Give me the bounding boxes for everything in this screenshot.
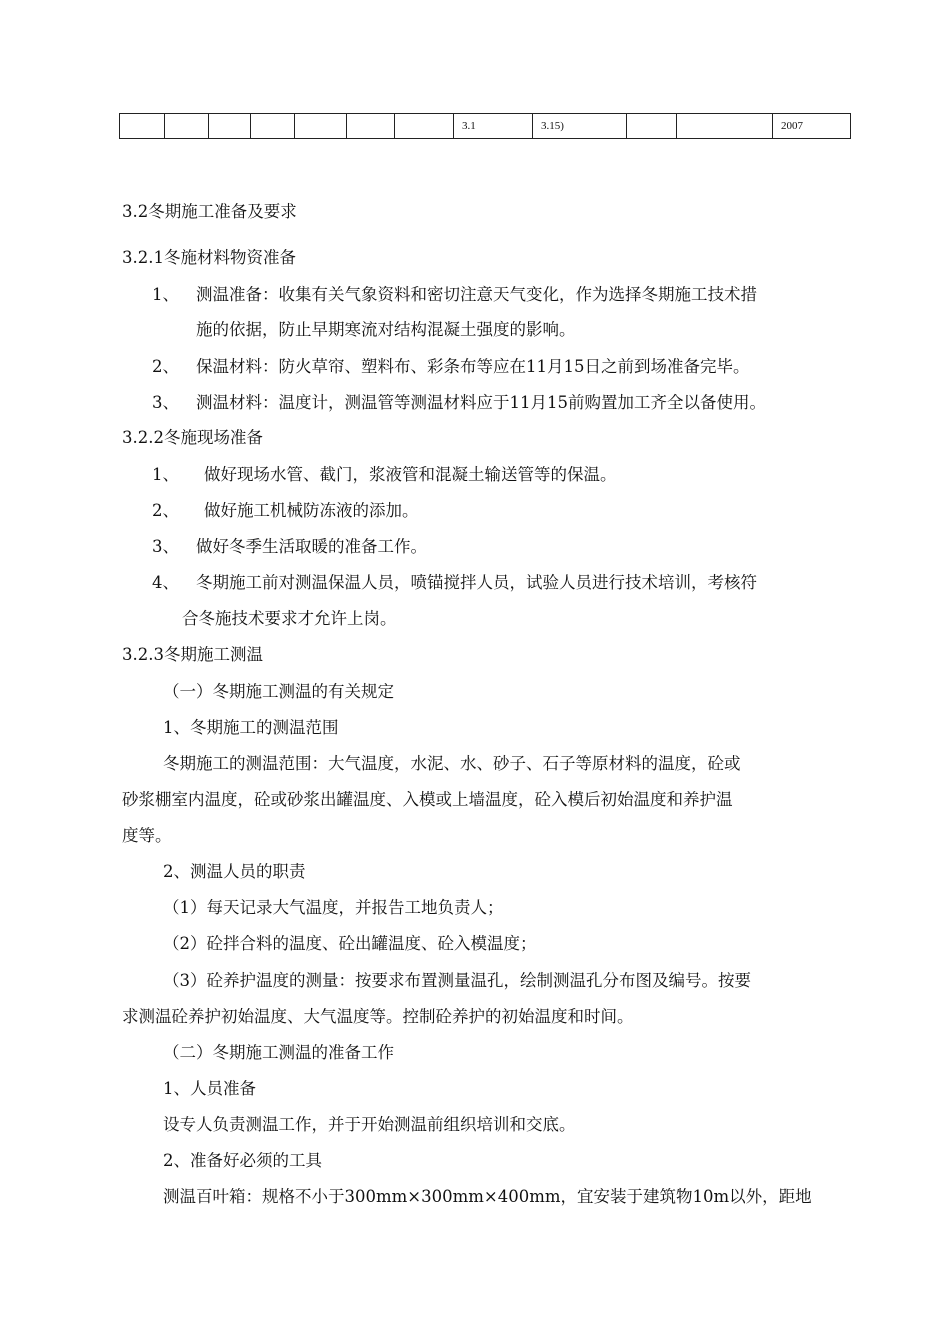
- list-item-text: 做好现场水管、截门，浆液管和混凝土输送管等的保温。: [204, 465, 617, 484]
- section-heading-3-2-2: 3.2.2冬施现场准备: [122, 428, 263, 447]
- item-title: 2、测温人员的职责: [163, 862, 306, 881]
- paragraph-line: 设专人负责测温工作，并于开始测温前组织培训和交底。: [163, 1115, 576, 1134]
- paragraph-line: 测温百叶箱：规格不小于300mm×300mm×400mm，宜安装于建筑物10m以外，距地: [163, 1187, 812, 1206]
- table-cell: [295, 114, 347, 139]
- table-cell: [251, 114, 295, 139]
- list-item-text: 测温准备：收集有关气象资料和密切注意天气变化，作为选择冬期施工技术措: [196, 285, 757, 304]
- item-title: 1、冬期施工的测温范围: [163, 718, 339, 737]
- table-cell: [395, 114, 454, 139]
- table-cell: [347, 114, 395, 139]
- section-heading-3-2: 3.2冬期施工准备及要求: [122, 202, 297, 221]
- list-number: 1、: [152, 285, 179, 304]
- section-heading-3-2-1: 3.2.1冬施材料物资准备: [122, 248, 296, 267]
- table-cell: [165, 114, 209, 139]
- list-number: 3、: [152, 393, 179, 412]
- table-cell: 3.1: [454, 114, 533, 139]
- paragraph-line: 求测温砼养护初始温度、大气温度等。控制砼养护的初始温度和时间。: [122, 1007, 634, 1026]
- list-item-text: 冬期施工前对测温保温人员，喷锚搅拌人员，试验人员进行技术培训，考核符: [196, 573, 757, 592]
- list-number: 4、: [152, 573, 179, 592]
- item-title: 1、人员准备: [163, 1079, 256, 1098]
- list-number: 2、: [152, 357, 179, 376]
- list-number: 3、: [152, 537, 179, 556]
- list-item-text-cont: 施的依据，防止早期寒流对结构混凝土强度的影响。: [196, 320, 576, 339]
- table-cell: 3.15): [533, 114, 627, 139]
- table-row: [120, 114, 851, 139]
- table-cell: [209, 114, 251, 139]
- subsection-title: （二）冬期施工测温的准备工作: [163, 1043, 394, 1062]
- paragraph-line: 砂浆棚室内温度，砼或砂浆出罐温度、入模或上墙温度，砼入模后初始温度和养护温: [122, 790, 733, 809]
- section-heading-3-2-3: 3.2.3冬期施工测温: [122, 645, 263, 664]
- list-item-text: 保温材料：防火草帘、塑料布、彩条布等应在11月15日之前到场准备完毕。: [196, 357, 750, 376]
- schedule-table-fragment: [119, 113, 851, 139]
- subsection-title: （一）冬期施工测温的有关规定: [163, 682, 394, 701]
- table-cell: [627, 114, 677, 139]
- list-item-text: 做好施工机械防冻液的添加。: [204, 501, 419, 520]
- paragraph-line: （3）砼养护温度的测量：按要求布置测量温孔，绘制测温孔分布图及编号。按要: [163, 971, 751, 990]
- list-number: 2、: [152, 501, 179, 520]
- table-cell: [677, 114, 773, 139]
- paragraph-line: （1）每天记录大气温度，并报告工地负责人；: [163, 898, 504, 917]
- list-item-text: 做好冬季生活取暖的准备工作。: [196, 537, 427, 556]
- paragraph-line: 冬期施工的测温范围：大气温度，水泥、水、砂子、石子等原材料的温度，砼或: [163, 754, 741, 773]
- item-title: 2、准备好必须的工具: [163, 1151, 322, 1170]
- list-item-text-cont: 合冬施技术要求才允许上岗。: [182, 609, 397, 628]
- paragraph-line: 度等。: [122, 826, 172, 845]
- table-cell: 2007: [773, 114, 851, 139]
- table-cell: [120, 114, 165, 139]
- list-item-text: 测温材料：温度计，测温管等测温材料应于11月15前购置加工齐全以备使用。: [196, 393, 766, 412]
- paragraph-line: （2）砼拌合料的温度、砼出罐温度、砼入模温度；: [163, 934, 537, 953]
- list-number: 1、: [152, 465, 179, 484]
